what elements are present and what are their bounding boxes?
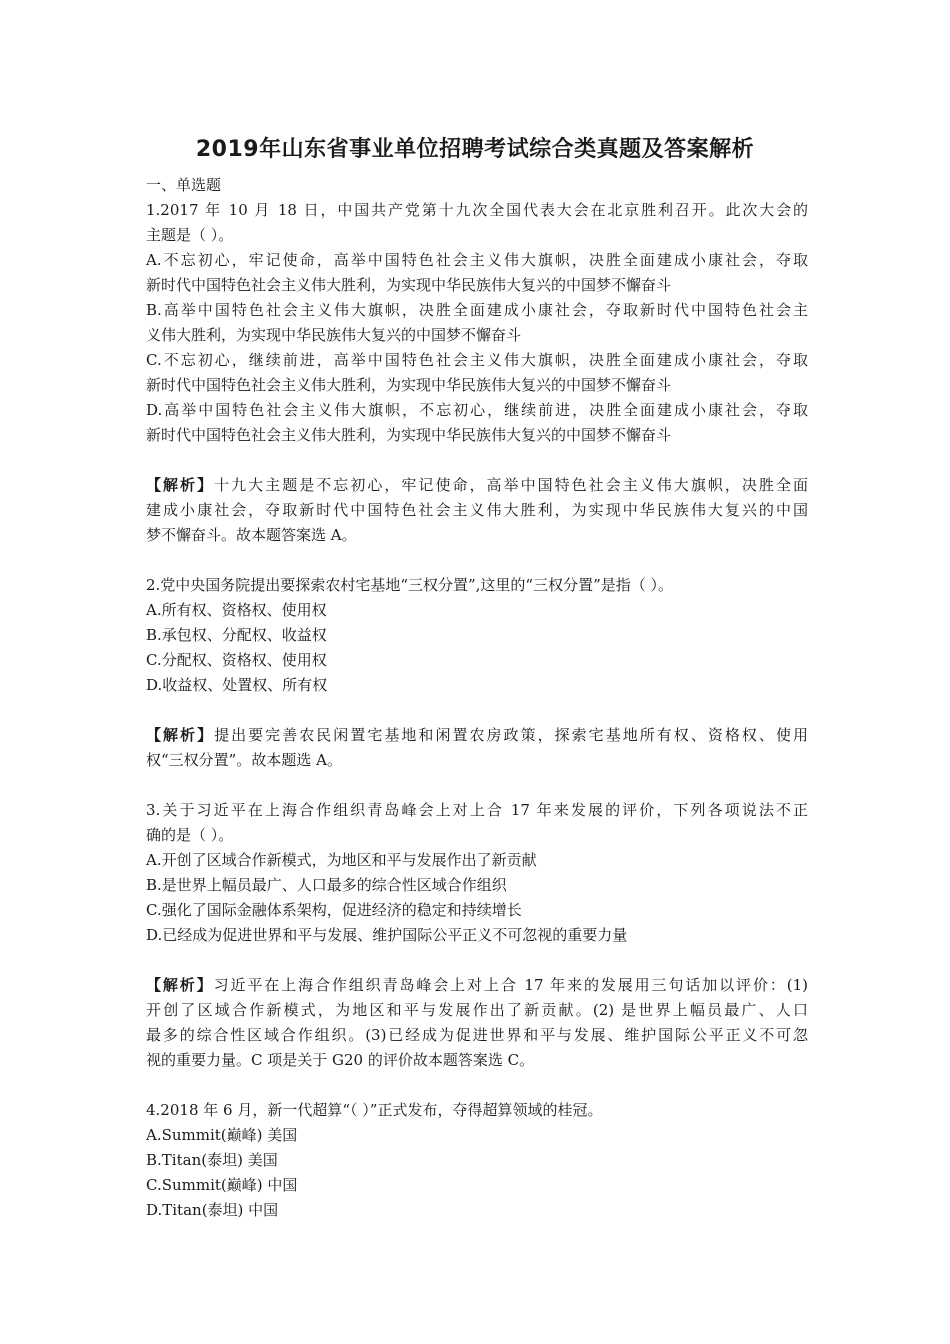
option-b-line: B.高举中国特色社会主义伟大旗帜，决胜全面建成小康社会，夺取新时代中国特色社会主	[146, 301, 808, 319]
analysis-line: 【解析】提出要完善农民闲置宅基地和闲置农房政策，探索宅基地所有权、资格权、使用	[146, 726, 808, 744]
analysis-line: 梦不懈奋斗。故本题答案选 A。	[146, 526, 357, 544]
option-c-line: 新时代中国特色社会主义伟大胜利，为实现中华民族伟大复兴的中国梦不懈奋斗	[146, 376, 672, 394]
option-d-line: D.已经成为促进世界和平与发展、维护国际公平正义不可忽视的重要力量	[146, 926, 628, 944]
option-b-line: B.是世界上幅员最广、人口最多的综合性区域合作组织	[146, 876, 507, 894]
analysis-label: 【解析】	[146, 476, 215, 494]
option-b-line: 义伟大胜利，为实现中华民族伟大复兴的中国梦不懈奋斗	[146, 326, 522, 344]
option-c-line: C.Summit(巅峰) 中国	[146, 1176, 298, 1194]
analysis-label: 【解析】	[146, 726, 215, 744]
question-stem-line: 确的是（ ）。	[146, 826, 234, 844]
question-4	[146, 1098, 808, 1223]
page-title: 2019年山东省事业单位招聘考试综合类真题及答案解析	[195, 137, 755, 162]
analysis-line: 建成小康社会，夺取新时代中国特色社会主义伟大胜利，为实现中华民族伟大复兴的中国	[146, 501, 808, 519]
option-a-line: 新时代中国特色社会主义伟大胜利，为实现中华民族伟大复兴的中国梦不懈奋斗	[146, 276, 672, 294]
question-3	[146, 798, 808, 1098]
option-c-line: C.分配权、资格权、使用权	[146, 651, 327, 669]
option-c-line: C.不忘初心，继续前进，高举中国特色社会主义伟大旗帜，决胜全面建成小康社会，夺取	[146, 351, 808, 369]
analysis-line: 视的重要力量。C 项是关于 G20 的评价故本题答案选 C。	[146, 1051, 535, 1069]
question-stem-line: 主题是（ ）。	[146, 226, 234, 244]
option-a-line: A.不忘初心，牢记使命，高举中国特色社会主义伟大旗帜，决胜全面建成小康社会，夺取	[146, 251, 808, 269]
option-a-line: A.所有权、资格权、使用权	[146, 601, 327, 619]
document-body	[146, 173, 808, 1223]
option-a-line: A.开创了区域合作新模式，为地区和平与发展作出了新贡献	[146, 851, 537, 869]
analysis-line: 最多的综合性区域合作组织。(3)已经成为促进世界和平与发展、维护国际公平正义不可忽	[146, 1026, 808, 1044]
option-d-line: D.高举中国特色社会主义伟大旗帜，不忘初心，继续前进，决胜全面建成小康社会，夺取	[146, 401, 808, 419]
option-b-line: B.承包权、分配权、收益权	[146, 626, 327, 644]
option-d-line: 新时代中国特色社会主义伟大胜利，为实现中华民族伟大复兴的中国梦不懈奋斗	[146, 426, 672, 444]
option-b-line: B.Titan(泰坦) 美国	[146, 1151, 278, 1169]
analysis-line: 权“三权分置”。故本题选 A。	[146, 751, 342, 769]
option-d-line: D.Titan(泰坦) 中国	[146, 1201, 279, 1219]
question-stem-line: 3.关于习近平在上海合作组织青岛峰会上对上合 17 年来发展的评价，下列各项说法不正	[146, 801, 808, 819]
question-stem-line: 1.2017 年 10 月 18 日，中国共产党第十九次全国代表大会在北京胜利召开。此次大会的	[146, 201, 808, 219]
analysis-line: 开创了区域合作新模式，为地区和平与发展作出了新贡献。(2) 是世界上幅员最广、人口	[146, 1001, 808, 1019]
option-c-line: C.强化了国际金融体系架构，促进经济的稳定和持续增长	[146, 901, 522, 919]
option-d-line: D.收益权、处置权、所有权	[146, 676, 328, 694]
analysis-label: 【解析】	[146, 976, 214, 994]
question-stem-line: 2.党中央国务院提出要探索农村宅基地“三权分置”,这里的“三权分置”是指（ ）。	[146, 576, 674, 594]
question-1	[146, 198, 808, 573]
option-a-line: A.Summit(巅峰) 美国	[146, 1126, 298, 1144]
section-heading: 一、单选题	[146, 176, 222, 194]
question-2	[146, 573, 808, 798]
question-stem-line: 4.2018 年 6 月，新一代超算“（ ）”正式发布，夺得超算领域的桂冠。	[146, 1101, 603, 1119]
analysis-line: 【解析】十九大主题是不忘初心，牢记使命，高举中国特色社会主义伟大旗帜，决胜全面	[146, 476, 808, 494]
analysis-line: 【解析】习近平在上海合作组织青岛峰会上对上合 17 年来的发展用三句话加以评价：(1)	[146, 976, 808, 994]
